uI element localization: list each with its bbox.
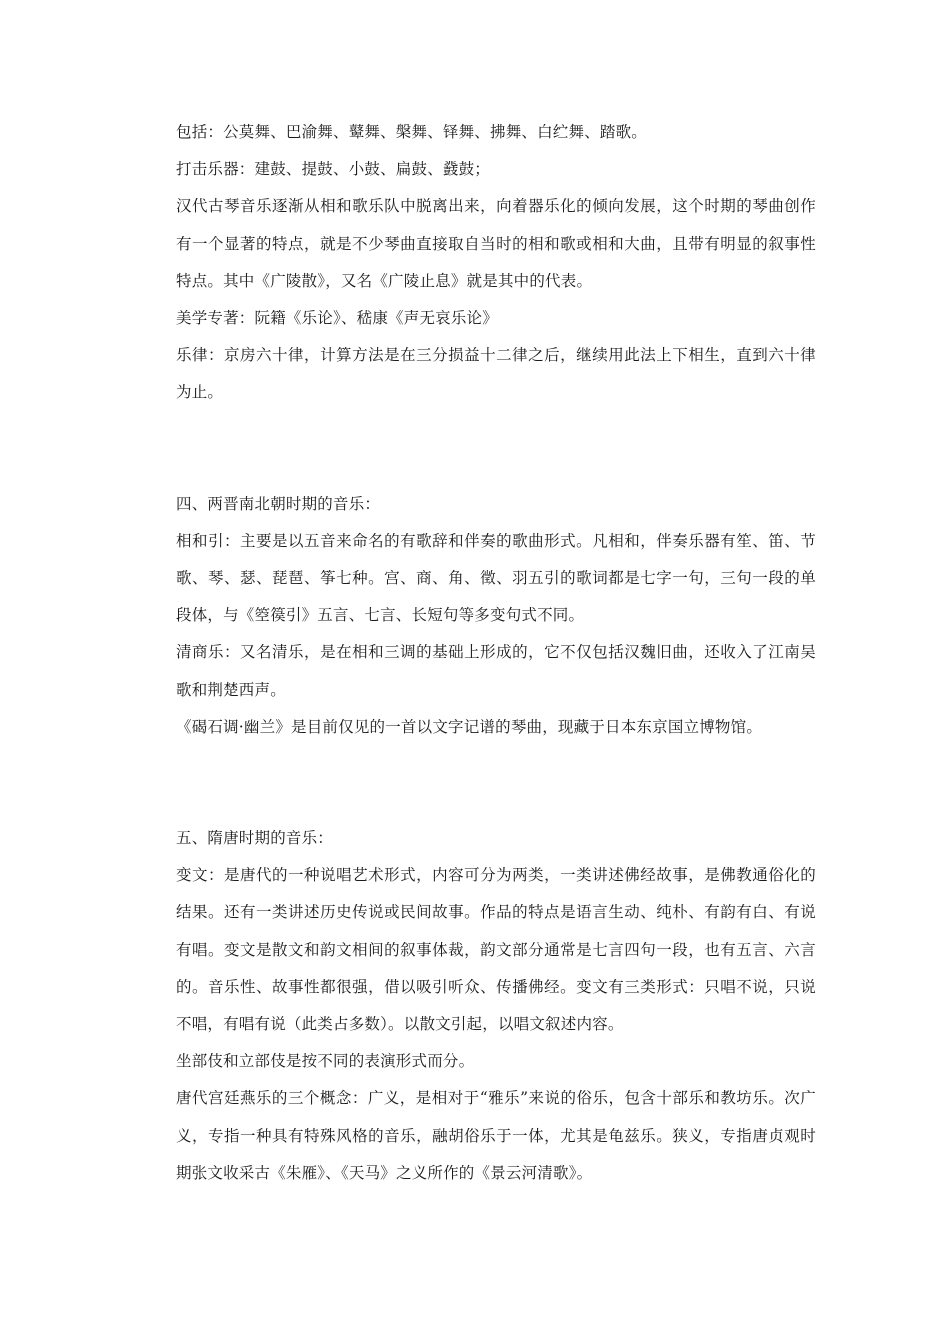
document-body — [176, 114, 816, 1192]
paragraph-zuobuji: 坐部伎和立部伎是按不同的表演形式而分。 — [176, 1052, 475, 1071]
paragraph-guqin: 汉代古琴音乐逐渐从相和歌乐队中脱离出来，向着器乐化的倾向发展，这个时期的琴曲创作有一个显著的特点，就是不少琴曲直接取自当时的相和歌或相和大曲，且带有明显的叙事性特点。其中《广陵散》，又名《广陵止息》就是其中的代表。 — [176, 197, 816, 290]
paragraph-dance: 包括：公莫舞、巴渝舞、鼙舞、槃舞、铎舞、拂舞、白纻舞、踏歌。 — [176, 123, 648, 141]
section-spacer — [176, 746, 816, 820]
paragraph-bianwen: 变文：是唐代的一种说唱艺术形式，内容可分为两类，一类讲述佛经故事，是佛教通俗化的结果。还有一类讲述历史传说或民间故事。作品的特点是语言生动、纯朴、有韵有白、有说有唱。变文是散文和韵文相间的叙事体裁，韵文部分通常是七言四句一段，也有五言、六言的。音乐性、故事性都很强，借以吸引听众、传播佛经。变文有三类形式：只唱不说，只说不唱，有唱有说（此类占多数）。以散文引起，以唱文叙述内容。 — [176, 866, 816, 1034]
section-spacer — [176, 412, 816, 486]
section-heading-five: 五、隋唐时期的音乐： — [176, 829, 334, 848]
paragraph-xianghe-yin: 相和引：主要是以五音来命名的有歌辞和伴奏的歌曲形式。凡相和，伴奏乐器有笙、笛、节歌、琴、瑟、琵琶、筝七种。宫、商、角、徵、羽五引的歌词都是七字一句，三句一段的单段体，与《箜篌引》五言、七言、长短句等多变句式不同。 — [176, 531, 816, 625]
paragraph-percussion: 打击乐器：建鼓、提鼓、小鼓、扁鼓、鼗鼓； — [176, 160, 491, 179]
paragraph-aesthetics: 美学专著：阮籍《乐论》、嵇康《声无哀乐论》 — [176, 309, 498, 328]
paragraph-qingshang: 清商乐：又名清乐，是在相和三调的基础上形成的，它不仅包括汉魏旧曲，还收入了江南吴歌和荆楚西声。 — [176, 643, 816, 699]
paragraph-yanyue: 唐代宫廷燕乐的三个概念：广义，是相对于“雅乐”来说的俗乐，包含十部乐和教坊乐。次广义，专指一种具有特殊风格的音乐，融胡俗乐于一体，尤其是龟兹乐。狭义，专指唐贞观时期张文收采古《朱雁》、《天马》之义所作的《景云河清歌》。 — [176, 1089, 816, 1182]
section-heading-four: 四、两晋南北朝时期的音乐： — [176, 494, 381, 513]
paragraph-jieshi: 《碣石调·幽兰》是目前仅见的一首以文字记谱的琴曲，现藏于日本东京国立博物馆。 — [176, 717, 763, 736]
paragraph-temperament: 乐律：京房六十律，计算方法是在三分损益十二律之后，继续用此法上下相生，直到六十律为止。 — [176, 346, 816, 402]
